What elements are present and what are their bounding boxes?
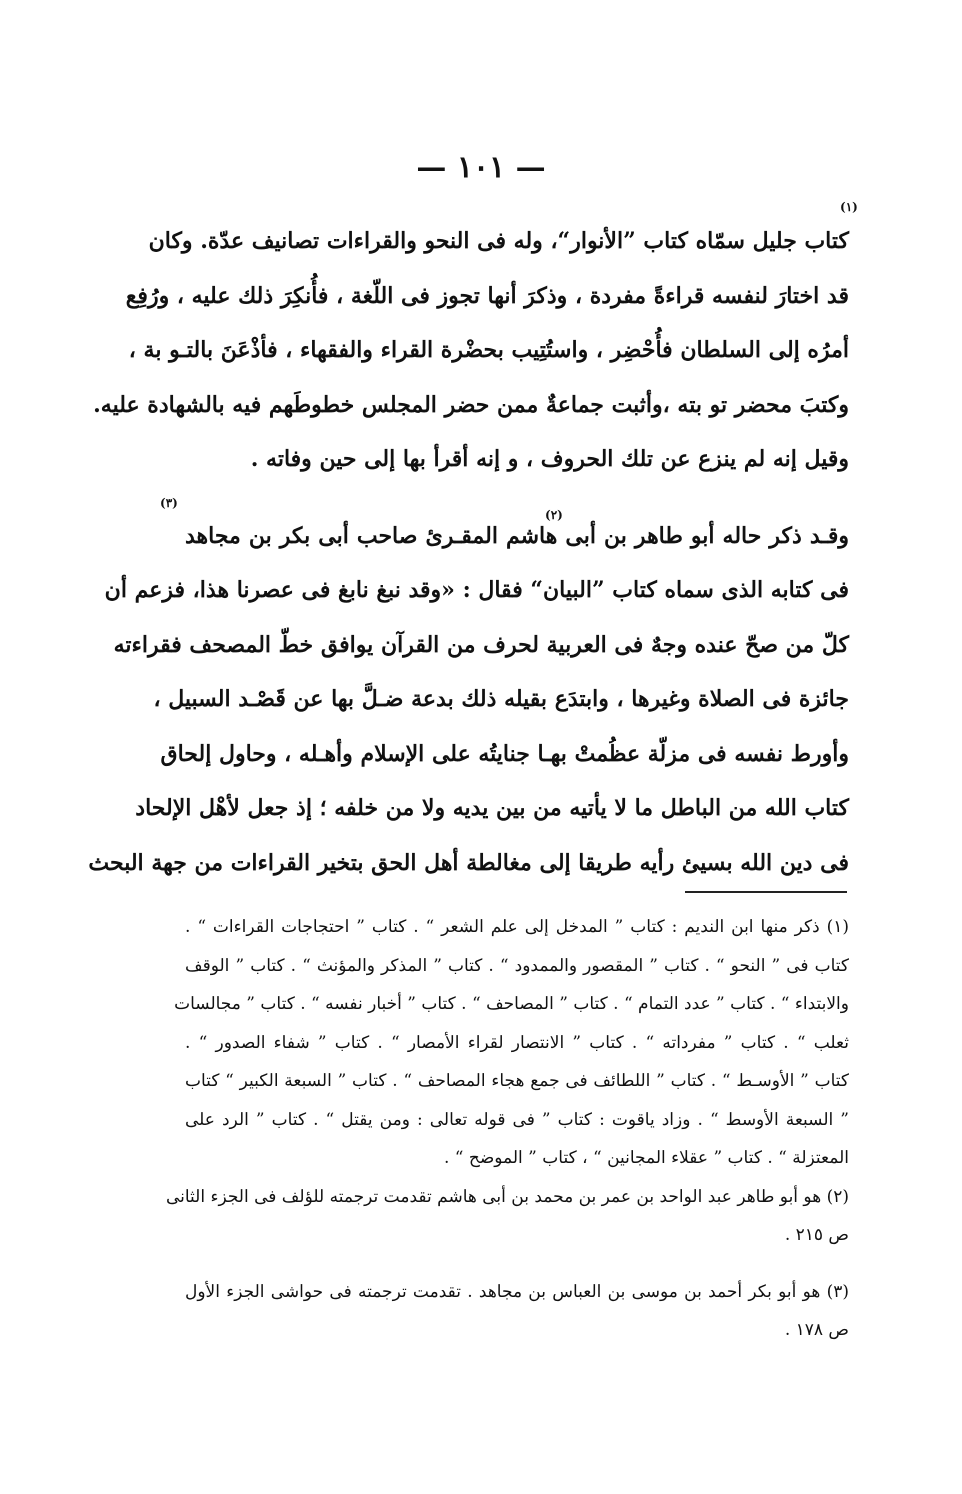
main-text: [88, 214, 849, 890]
page-number: — ١٠١ —: [416, 150, 546, 185]
footnote-mark-1: (١): [840, 200, 858, 214]
footnote-line: ص ٢١٥ .: [784, 1225, 849, 1245]
text-line: وأورط نفسه فى مزلّة عظُمتْ بهـا جنايتُه على الإسلام وأهـله ، وحاول إلحاق: [160, 740, 849, 767]
text-line: جائزة فى الصلاة وغيرها ، وابتدَع بقيله ذلك بدعة ضـلَّ بها عن قَصْـد السبيل ،: [153, 686, 849, 712]
footnote-line: (٢) هو أبو طاهر عبد الواحد بن عمر بن محمد بن أبى هاشم تقدمت ترجمته للؤلف فى الجزء الثانى: [165, 1186, 849, 1207]
text-line: فى كتابه الذى سماه كتاب ”البيان“ فقال : «وقد نبغ نابغ فى عصرنا هذا، فزعم أن: [104, 577, 849, 603]
footnotes: [165, 908, 849, 1350]
footnote-line: ثعلب “ . كتاب ” مفرداته “ . كتاب ” الانتصار لقراء الأمصار “ . كتاب ” شفاء الصدور “ .: [185, 1032, 849, 1053]
footnote-line: (٣) هو أبو بكر أحمد بن موسى بن العباس بن مجاهد . تقدمت ترجمته فى حواشى الجزء الأول: [185, 1281, 849, 1302]
text-line: وقـد ذكر حاله أبو طاهر بن أبى هاشم المقـرئ صاحب أبى بكر بن مجاهد: [185, 522, 849, 549]
footnote-line: كتاب ” الأوسـط “ . كتاب ” اللطائف فى جمع هجاء المصاحف “ . كتاب ” السبعة الكبير “ كتاب: [185, 1071, 849, 1091]
footnote-line: (١) ذكر منها ابن النديم : كتاب ” المدخل إلى علم الشعر “ . كتاب ” احتجاجات القراءات “ .: [185, 917, 849, 937]
text-line: قد اختارَ لنفسه قراءةً مفردة ، وذكرَ أنها تجوز فى اللّغة ، فأُنكِرَ ذلك عليه ، ورُفِع: [125, 282, 849, 309]
footnote-divider: [685, 891, 847, 893]
footnote-1: [174, 908, 849, 1178]
text-line: كتاب جليل سمّاه كتاب ”الأنوار“، وله فى النحو والقراءات تصانيف عدّة. وكان: [148, 228, 849, 254]
text-line: كتاب الله من الباطل ما لا يأتيه من بين يديه ولا من خلفه ؛ إذ جعل لأهْل الإلحاد: [135, 795, 849, 821]
footnote-mark-3: (٣): [160, 496, 178, 510]
footnote-3: [185, 1273, 849, 1350]
footnote-2: [165, 1178, 849, 1255]
text-line: أمرُه إلى السلطان فأُحْضِر ، واستُتِيب بحضْرة القراء والفقهاء ، فأذْعَنَ بالتـو بة ،: [128, 337, 849, 363]
text-line: وقيل إنه لم ينزع عن تلك الحروف ، و إنه أقرأ بها إلى حين وفاته .: [250, 446, 849, 472]
footnote-line: كتاب فى ” النحو “ . كتاب ” المقصور والممدود “ . كتاب ” المذكر والمؤنث “ . كتاب ” الوقف: [185, 955, 849, 976]
footnote-line: ” السبعة الأوسط “ . وزاد ياقوت : كتاب ” فى قوله تعالى : ومن يقتل “ . كتاب ” الرد على: [185, 1109, 849, 1130]
text-line: فى دين الله بسيئ رأيه طريقا إلى مغالطة أهل الحق بتخير القراءات من جهة البحث: [88, 849, 849, 876]
footnote-line: ص ١٧٨ .: [784, 1320, 849, 1340]
footnote-line: المعتزلة “ . كتاب ” عقلاء المجانين “ ، كتاب ” الموضح “ .: [443, 1148, 849, 1168]
footnote-mark-2: (٢): [545, 508, 563, 522]
text-line: وكتبَ محضر تو بته ،وأثبت جماعةٌ ممن حضر المجلس خطوطَهم فيه بالشهادة عليه.: [93, 391, 849, 418]
footnote-line: والابتداء “ . كتاب ” عدد التمام “ . كتاب ” المصاحف “ . كتاب ” أخبار نفسه “ . كتاب ” مجالسات: [174, 994, 849, 1014]
text-line: كلّ من صحّ عنده وجهٌ فى العربية لحرف من القرآن يوافق خطّ المصحف فقراءته: [113, 631, 849, 658]
